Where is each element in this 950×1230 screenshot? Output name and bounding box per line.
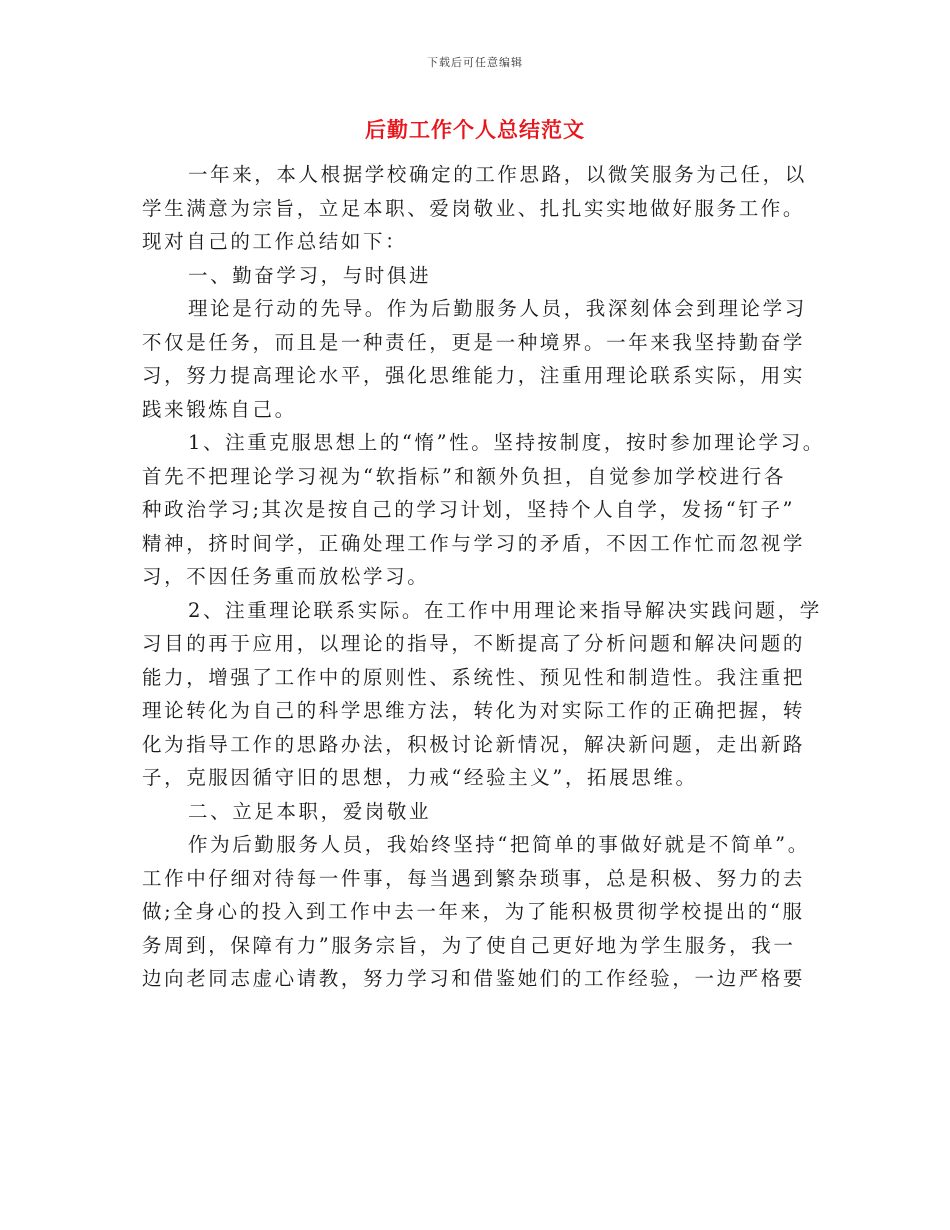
body-text-line: 做;全身心的投入到工作中去一年来，为了能积极贯彻学校提出的“服	[142, 900, 805, 923]
body-text-line: 一年来，本人根据学校确定的工作思路，以微笑服务为己任，以	[188, 163, 807, 186]
body-text-line: 一、勤奋学习，与时俱进	[188, 263, 432, 287]
body-text-line: 工作中仔细对待每一件事，每当遇到繁杂琐事，总是积极、努力的去	[142, 866, 806, 890]
body-text-line: 首先不把理论学习视为“软指标”和额外负担，自觉参加学校进行各	[142, 464, 786, 488]
body-text-line: 理论是行动的先导。作为后勤服务人员，我深刻体会到理论学习	[188, 297, 807, 320]
body-text-line: 理论转化为自己的科学思维方法，转化为对实际工作的正确把握，转	[142, 699, 806, 722]
body-text-line: 边向老同志虚心请教，努力学习和借鉴她们的工作经验，一边严格要	[142, 967, 806, 990]
body-text-line: 习，不因任务重而放松学习。	[142, 565, 430, 588]
body-text-line: 子，克服因循守旧的思想，力戒“经验主义”，拓展思维。	[142, 766, 698, 789]
body-text-line: 学生满意为宗旨，立足本职、爱岗敬业、扎扎实实地做好服务工作。	[142, 196, 806, 220]
body-text-line: 现对自己的工作总结如下：	[142, 230, 408, 253]
body-text-line: 二、立足本职，爱岗敬业	[188, 799, 432, 823]
body-text-line: 2、注重理论联系实际。在工作中用理论来指导解决实践问题，学	[188, 598, 822, 622]
body-text-line: 习目的再于应用，以理论的指导，不断提高了分析问题和解决问题的	[142, 632, 806, 655]
body-text-line: 习，努力提高理论水平，强化思维能力，注重用理论联系实际，用实	[142, 364, 806, 387]
body-text-line: 精神，挤时间学，正确处理工作与学习的矛盾，不因工作忙而忽视学	[142, 531, 806, 555]
body-text-line: 1、注重克服思想上的“惰”性。坚持按制度，按时参加理论学习。	[188, 431, 825, 454]
body-text-line: 不仅是任务，而且是一种责任，更是一种境界。一年来我坚持勤奋学	[142, 330, 806, 354]
body-text-line: 能力，增强了工作中的原则性、系统性、预见性和制造性。我注重把	[142, 665, 806, 689]
body-text-line: 种政治学习;其次是按自己的学习计划，坚持个人自学，发扬“钉子”	[142, 498, 796, 521]
document-title: 后勤工作个人总结范文	[365, 117, 585, 142]
body-text-line: 践来锻炼自己。	[142, 397, 297, 421]
page-header-note: 下载后可任意编辑	[427, 56, 523, 69]
body-text-line: 作为后勤服务人员，我始终坚持“把简单的事做好就是不简单”。	[188, 833, 810, 856]
document-body	[142, 158, 825, 996]
body-text-line: 务周到，保障有力”服务宗旨，为了使自己更好地为学生服务，我一	[142, 933, 796, 957]
body-text-line: 化为指导工作的思路办法，积极讨论新情况，解决新问题，走出新路	[142, 732, 806, 756]
